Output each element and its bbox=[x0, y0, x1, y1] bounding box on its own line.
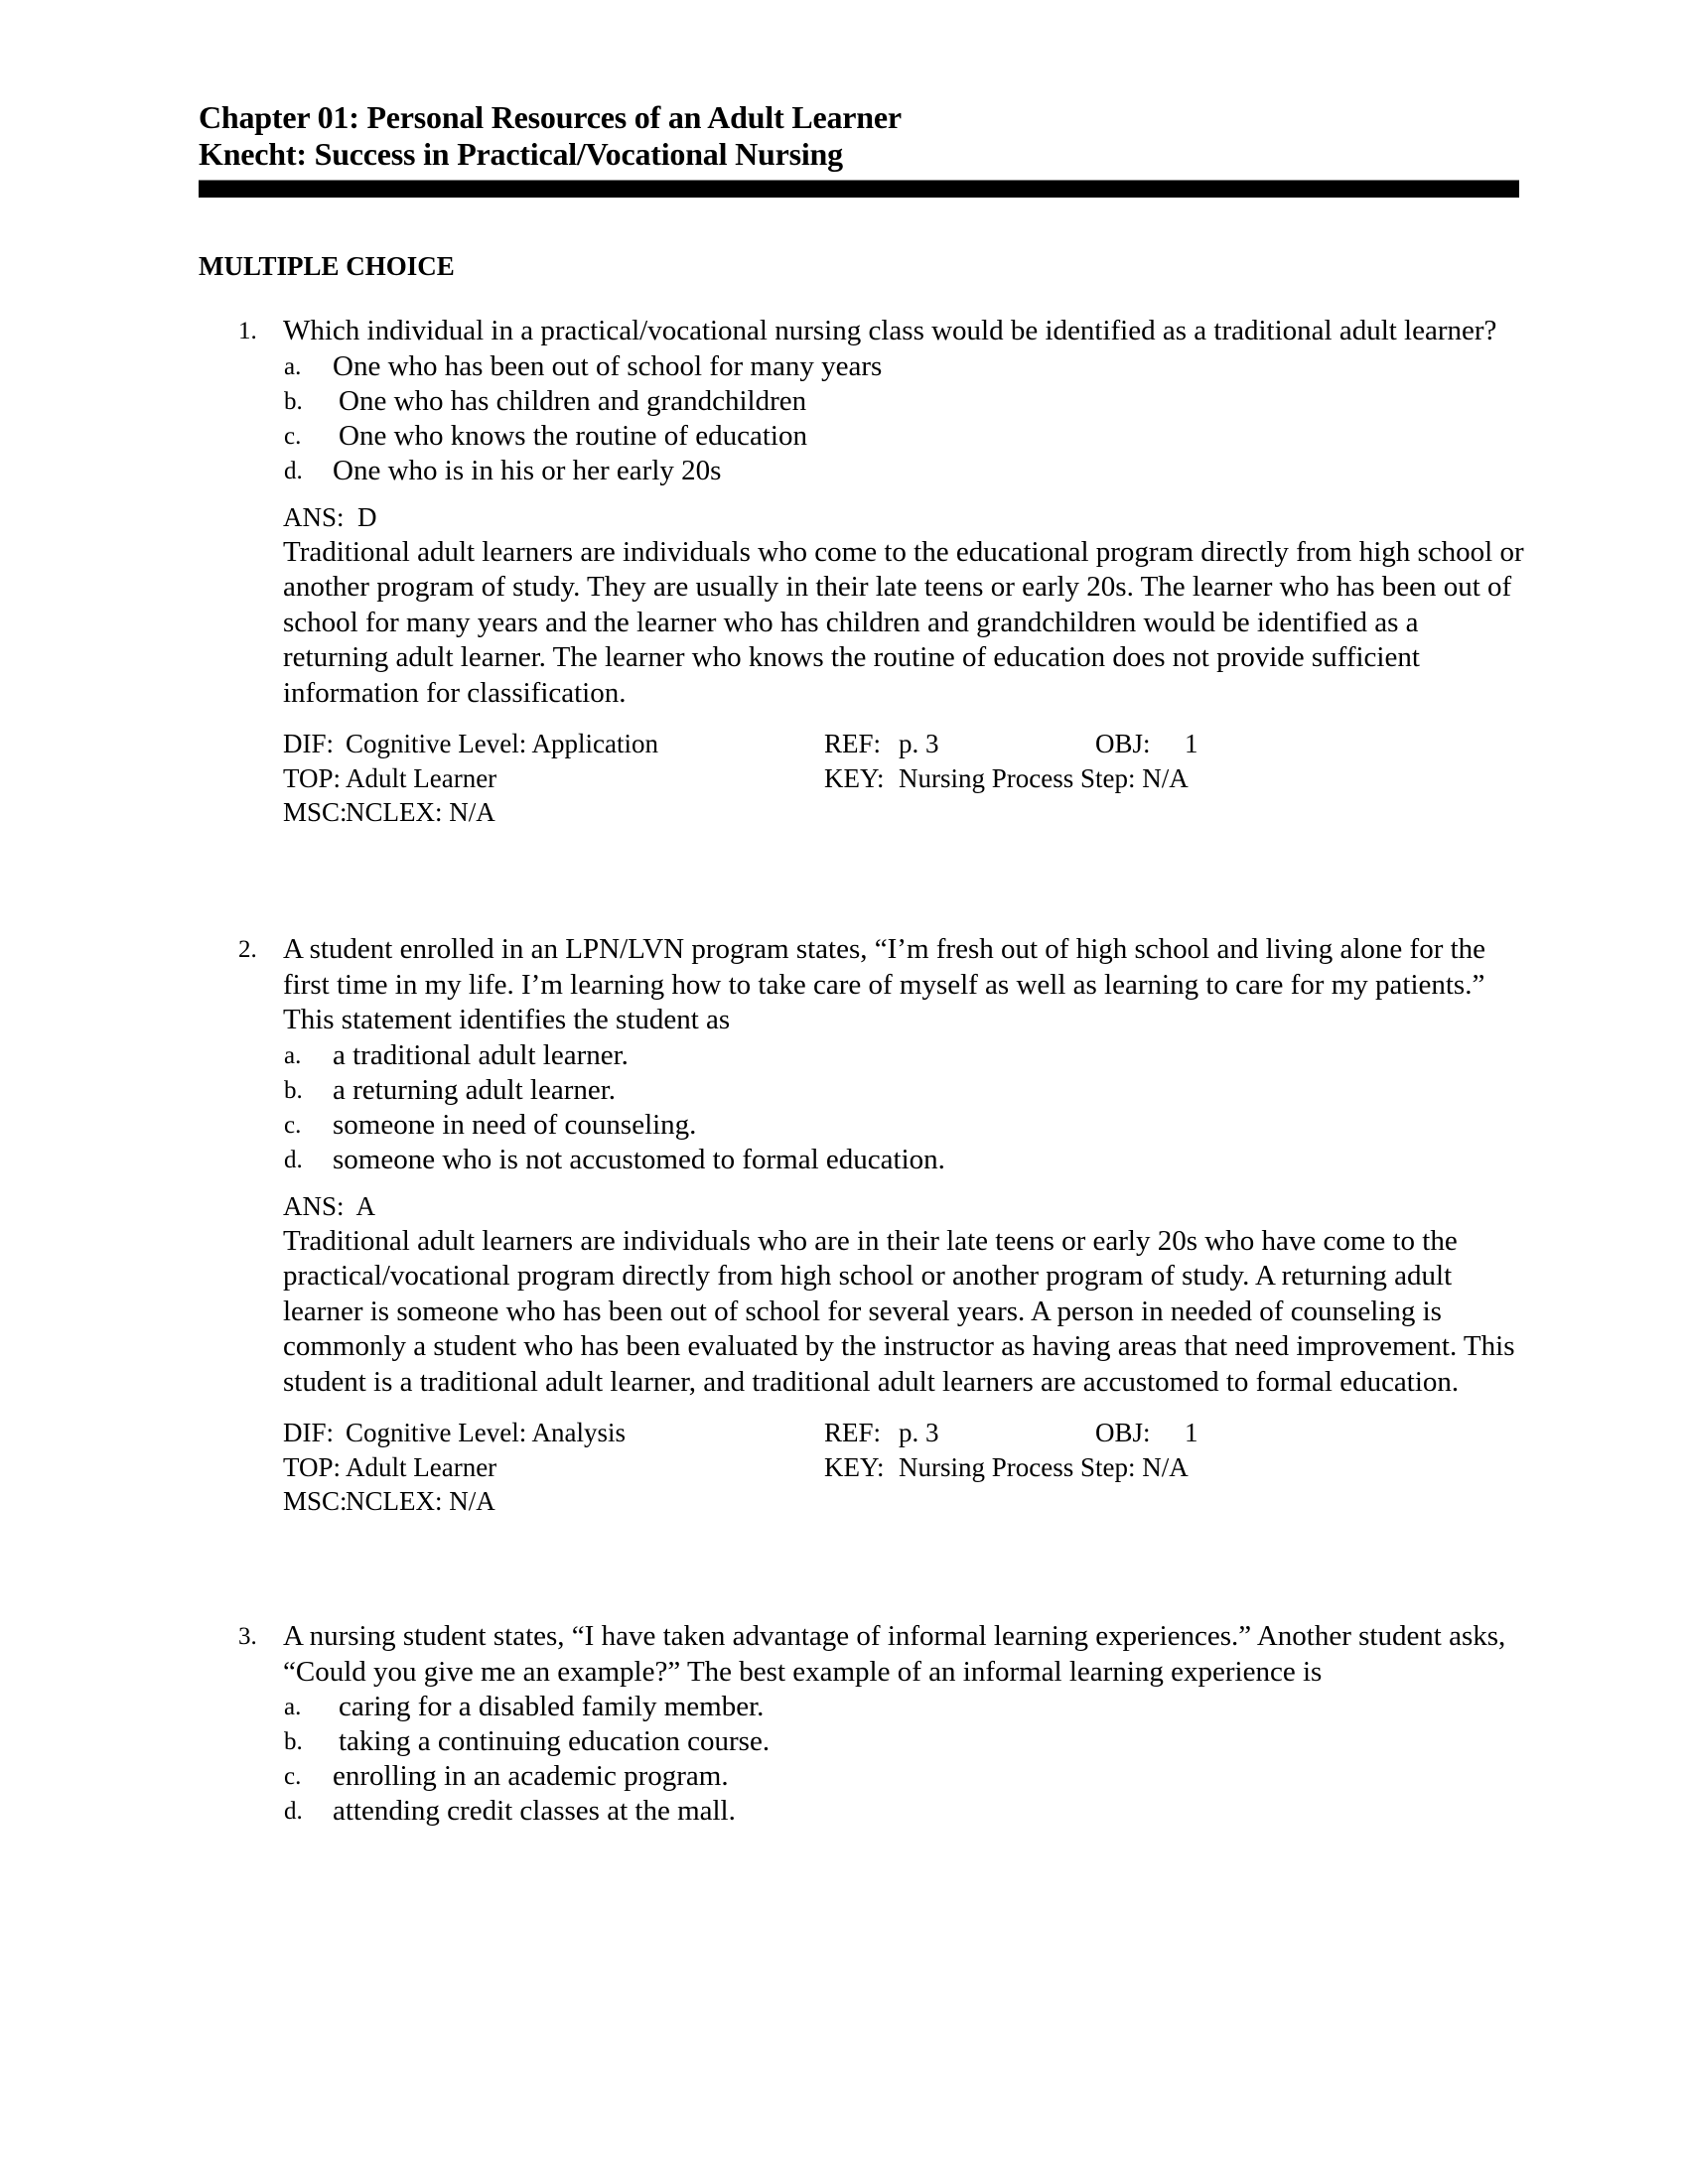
question-stem bbox=[199, 314, 1529, 349]
option-text: One who is in his or her early 20s bbox=[333, 454, 722, 486]
key-label: KEY: bbox=[824, 1451, 885, 1482]
option-a bbox=[199, 349, 1529, 384]
ref-value: p. 3 bbox=[899, 729, 939, 758]
question-3 bbox=[199, 1619, 1529, 1829]
option-letter: b. bbox=[284, 387, 303, 415]
key-value: Nursing Process Step: N/A bbox=[899, 762, 1189, 793]
answer-options bbox=[199, 1690, 1529, 1829]
option-d bbox=[199, 1794, 1529, 1829]
option-a bbox=[199, 1690, 1529, 1724]
option-text: caring for a disabled family member. bbox=[339, 1691, 765, 1722]
key-label: KEY: bbox=[824, 762, 885, 793]
question-1 bbox=[199, 314, 1529, 830]
option-text: One who knows the routine of education bbox=[339, 419, 807, 452]
answer-block bbox=[199, 500, 1529, 712]
question-2 bbox=[199, 932, 1529, 1519]
option-letter: d. bbox=[284, 1146, 303, 1173]
question-stem bbox=[199, 1619, 1529, 1690]
option-letter: a. bbox=[284, 1694, 302, 1720]
rationale-text: Traditional adult learners are individuals who come to the educational program directly from high school or another program of study. They are usually in their late teens or early 20s. The learner who has been out of school for many years and the learner who has children and grandchildren would be identified as a returning adult learner. The learner who knows the routine of education does not provide sufficient information for classification. bbox=[283, 535, 1524, 709]
option-letter: d. bbox=[284, 457, 303, 484]
option-text: One who has been out of school for many years bbox=[333, 349, 883, 382]
obj-label: OBJ: bbox=[1095, 729, 1151, 758]
dif-value: Cognitive Level: Application bbox=[346, 729, 658, 758]
option-letter: a. bbox=[284, 1041, 302, 1069]
option-letter: a. bbox=[284, 352, 302, 380]
ref-value: p. 3 bbox=[899, 1418, 939, 1447]
msc-value: NCLEX: N/A bbox=[346, 797, 495, 827]
answer-label: ANS: bbox=[283, 501, 345, 532]
option-text: a returning adult learner. bbox=[333, 1073, 617, 1106]
key-value: Nursing Process Step: N/A bbox=[899, 1451, 1189, 1482]
option-text: someone who is not accustomed to formal education. bbox=[333, 1143, 945, 1175]
msc-label: MSC: bbox=[283, 1486, 348, 1516]
page-header bbox=[199, 99, 1519, 173]
answer-label: ANS: bbox=[283, 1190, 345, 1221]
option-text: taking a continuing education course. bbox=[339, 1725, 771, 1757]
answer-value: D bbox=[357, 501, 377, 532]
question-number: 1. bbox=[238, 318, 257, 344]
question-stem bbox=[199, 932, 1529, 1038]
option-c bbox=[199, 419, 1529, 454]
answer-block bbox=[199, 1189, 1529, 1401]
option-letter: d. bbox=[284, 1798, 303, 1825]
answer-line bbox=[283, 500, 1529, 535]
question-text: A nursing student states, “I have taken advantage of informal learning experiences.” Another student asks, “Could you give me an example?” The best example of an informal learning experience is bbox=[283, 1620, 1506, 1688]
msc-label: MSC: bbox=[283, 797, 348, 827]
question-text: Which individual in a practical/vocational nursing class would be identified as a traditional adult learner? bbox=[283, 315, 1497, 346]
question-metadata bbox=[283, 727, 1529, 830]
option-c bbox=[199, 1108, 1529, 1143]
obj-label: OBJ: bbox=[1095, 1418, 1151, 1447]
dif-label: DIF: bbox=[283, 1418, 335, 1447]
answer-options bbox=[199, 349, 1529, 488]
option-text: a traditional adult learner. bbox=[333, 1038, 629, 1071]
header-divider-bar bbox=[199, 180, 1519, 198]
obj-value: 1 bbox=[1185, 729, 1198, 758]
top-label: TOP: bbox=[283, 1451, 342, 1482]
option-b bbox=[199, 1073, 1529, 1108]
option-letter: b. bbox=[284, 1728, 303, 1755]
option-c bbox=[199, 1759, 1529, 1794]
option-letter: c. bbox=[284, 1763, 302, 1790]
option-text: someone in need of counseling. bbox=[333, 1108, 697, 1141]
option-d bbox=[199, 454, 1529, 488]
msc-value: NCLEX: N/A bbox=[346, 1486, 495, 1516]
question-number: 3. bbox=[238, 1623, 257, 1650]
rationale-text: Traditional adult learners are individuals who are in their late teens or early 20s who have come to the practical/vocational program directly from high school or another program of study. A returning adult learner is someone who has been out of school for several years. A person in needed of counseling is commonly a student who has been evaluated by the instructor as having areas that need improvement. This student is a traditional adult learner, and traditional adult learners are accustomed to formal education. bbox=[283, 1224, 1515, 1398]
question-metadata bbox=[283, 1416, 1529, 1519]
dif-label: DIF: bbox=[283, 729, 335, 758]
answer-options bbox=[199, 1038, 1529, 1177]
section-title: MULTIPLE CHOICE bbox=[199, 251, 455, 281]
book-title: Knecht: Success in Practical/Vocational Nursing bbox=[199, 136, 843, 172]
ref-label: REF: bbox=[824, 1418, 882, 1447]
answer-line bbox=[283, 1189, 1529, 1224]
obj-value: 1 bbox=[1185, 1418, 1198, 1447]
dif-value: Cognitive Level: Analysis bbox=[346, 1418, 626, 1447]
top-label: TOP: bbox=[283, 762, 342, 793]
question-number: 2. bbox=[238, 936, 257, 963]
answer-value: A bbox=[355, 1190, 376, 1221]
option-letter: c. bbox=[284, 422, 302, 450]
option-a bbox=[199, 1038, 1529, 1073]
option-text: enrolling in an academic program. bbox=[333, 1760, 729, 1792]
option-text: One who has children and grandchildren bbox=[339, 384, 807, 417]
question-text: A student enrolled in an LPN/LVN program states, “I’m fresh out of high school and living alone for the first time in my life. I’m learning how to take care of myself as well as learning to care for my patients.” This statement identifies the student as bbox=[283, 933, 1486, 1035]
option-letter: c. bbox=[284, 1111, 302, 1139]
top-value: Adult Learner bbox=[346, 762, 497, 793]
option-b bbox=[199, 1724, 1529, 1759]
chapter-title: Chapter 01: Personal Resources of an Adult Learner bbox=[199, 99, 902, 135]
top-value: Adult Learner bbox=[346, 1451, 497, 1482]
option-b bbox=[199, 384, 1529, 419]
option-text: attending credit classes at the mall. bbox=[333, 1795, 736, 1827]
ref-label: REF: bbox=[824, 729, 882, 758]
option-letter: b. bbox=[284, 1076, 303, 1104]
option-d bbox=[199, 1143, 1529, 1177]
